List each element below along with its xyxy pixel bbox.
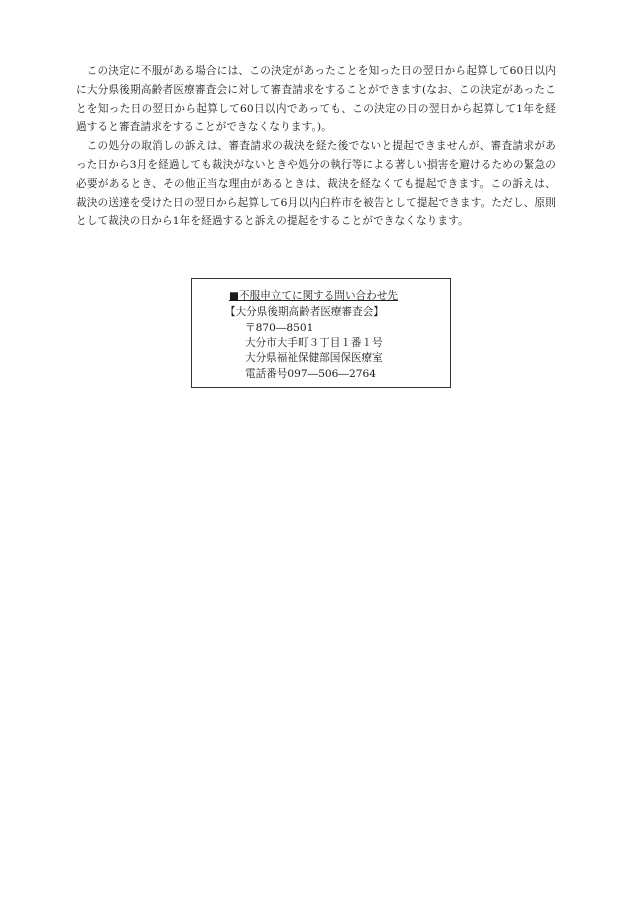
contact-organization: 【大分県後期高齢者医療審査会】 <box>225 306 384 318</box>
contact-postal-code: 〒870―8501 <box>245 322 314 334</box>
inquiry-contact-box <box>191 278 451 388</box>
contact-phone: 電話番号097―506―2764 <box>245 367 376 380</box>
notice-body <box>76 62 556 231</box>
lawsuit-paragraph: この処分の取消しの訴えは、審査請求の裁決を経た後でないと提起できませんが、審査請求があった日から3月を経過しても裁決がないときや処分の執行等による著しい損害を避けるための緊急の必要があるとき、その他正当な理由があるときは、裁決を経なくても提起できます。この訴えは、裁決の送達を受けた日の翌日から起算して6月以内臼杵市を被告として提起できます。ただし、原則として裁決の日から1年を経過すると訴えの提起をすることができなくなります。 <box>76 140 556 228</box>
contact-title: ■不服申立てに関する問い合わせ先 <box>229 290 398 302</box>
contact-department: 大分県福祉保健部国保医療室 <box>245 352 383 365</box>
contact-address: 大分市大手町３丁目１番１号 <box>245 337 383 350</box>
appeal-paragraph: この決定に不服がある場合には、この決定があったことを知った日の翌日から起算して60日以内に大分県後期高齢者医療審査会に対して審査請求をすることができます(なお、この決定があったことを知った日の翌日から起算して60日以内であっても、この決定の日の翌日から起算して1年を経過すると審査請求をすることができなくなります。)。 <box>76 65 556 134</box>
contact-details <box>245 321 383 382</box>
